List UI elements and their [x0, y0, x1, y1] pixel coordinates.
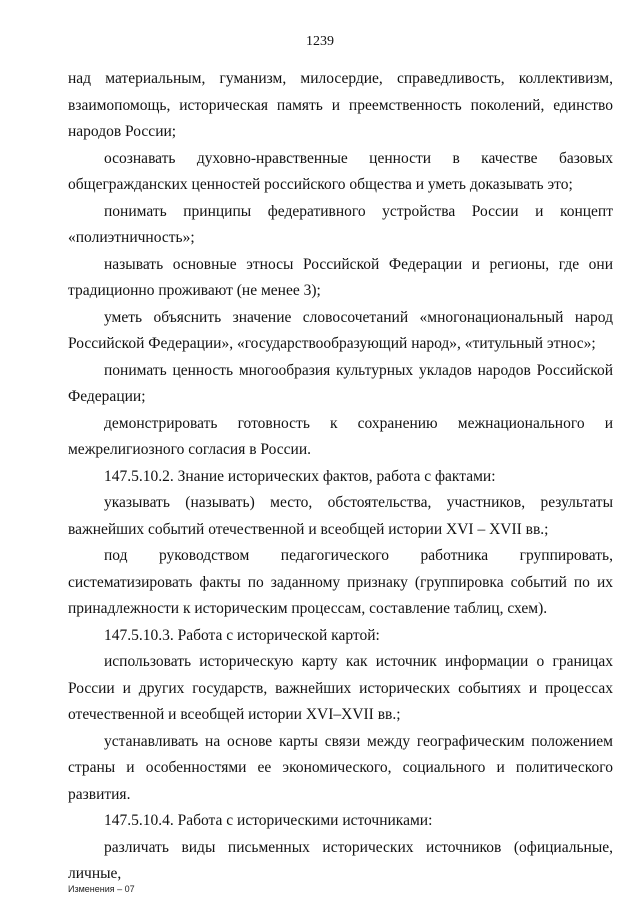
paragraph: устанавливать на основе карты связи между географическим положением страны и особенностями ее экономического, социального и политического развития. [68, 732, 613, 803]
section-heading: 147.5.10.4. Работа с историческими источниками: [104, 812, 433, 829]
paragraph: под руководством педагогического работника группировать, систематизировать факты по заданному признаку (группировка событий по их принадлежности к историческим процессам, составление таблиц, схем). [68, 547, 613, 617]
paragraph: демонстрировать готовность к сохранению межнационального и межрелигиозного согласия в России. [68, 414, 613, 458]
page-number: 1239 [306, 34, 334, 49]
paragraph: уметь объяснить значение словосочетаний «многонациональный народ Российской Федерации», «государствообразующий народ», «титульный этнос»; [68, 308, 613, 352]
paragraph: различать виды письменных исторических источников (официальные, личные, [68, 838, 613, 882]
document-body [68, 66, 613, 888]
paragraph: указывать (называть) место, обстоятельства, участников, результаты важнейших событий отечественной и всеобщей истории XVI – XVII вв.; [68, 494, 613, 538]
paragraph: над материальным, гуманизм, милосердие, справедливость, коллективизм, взаимопомощь, историческая память и преемственность поколений, единство народов России; [68, 70, 613, 140]
section-heading: 147.5.10.3. Работа с исторической картой: [104, 626, 380, 644]
paragraph: использовать историческую карту как источник информации о границах России и других государств, важнейших исторических событиях и процессах отечественной и всеобщей истории XVI–XVII вв.; [68, 653, 613, 723]
paragraph: понимать ценность многообразия культурных укладов народов Российской Федерации; [68, 361, 613, 405]
paragraph: называть основные этносы Российской Федерации и регионы, где они традиционно проживают (не менее 3); [68, 255, 613, 299]
section-heading: 147.5.10.2. Знание исторических фактов, работа с фактами: [104, 467, 496, 485]
footer-revision-note: Изменения – 07 [68, 884, 135, 894]
paragraph: осознавать духовно-нравственные ценности в качестве базовых общегражданских ценностей российского общества и уметь доказывать это; [68, 149, 613, 193]
paragraph: понимать принципы федеративного устройства России и концепт «полиэтничность»; [68, 202, 613, 246]
